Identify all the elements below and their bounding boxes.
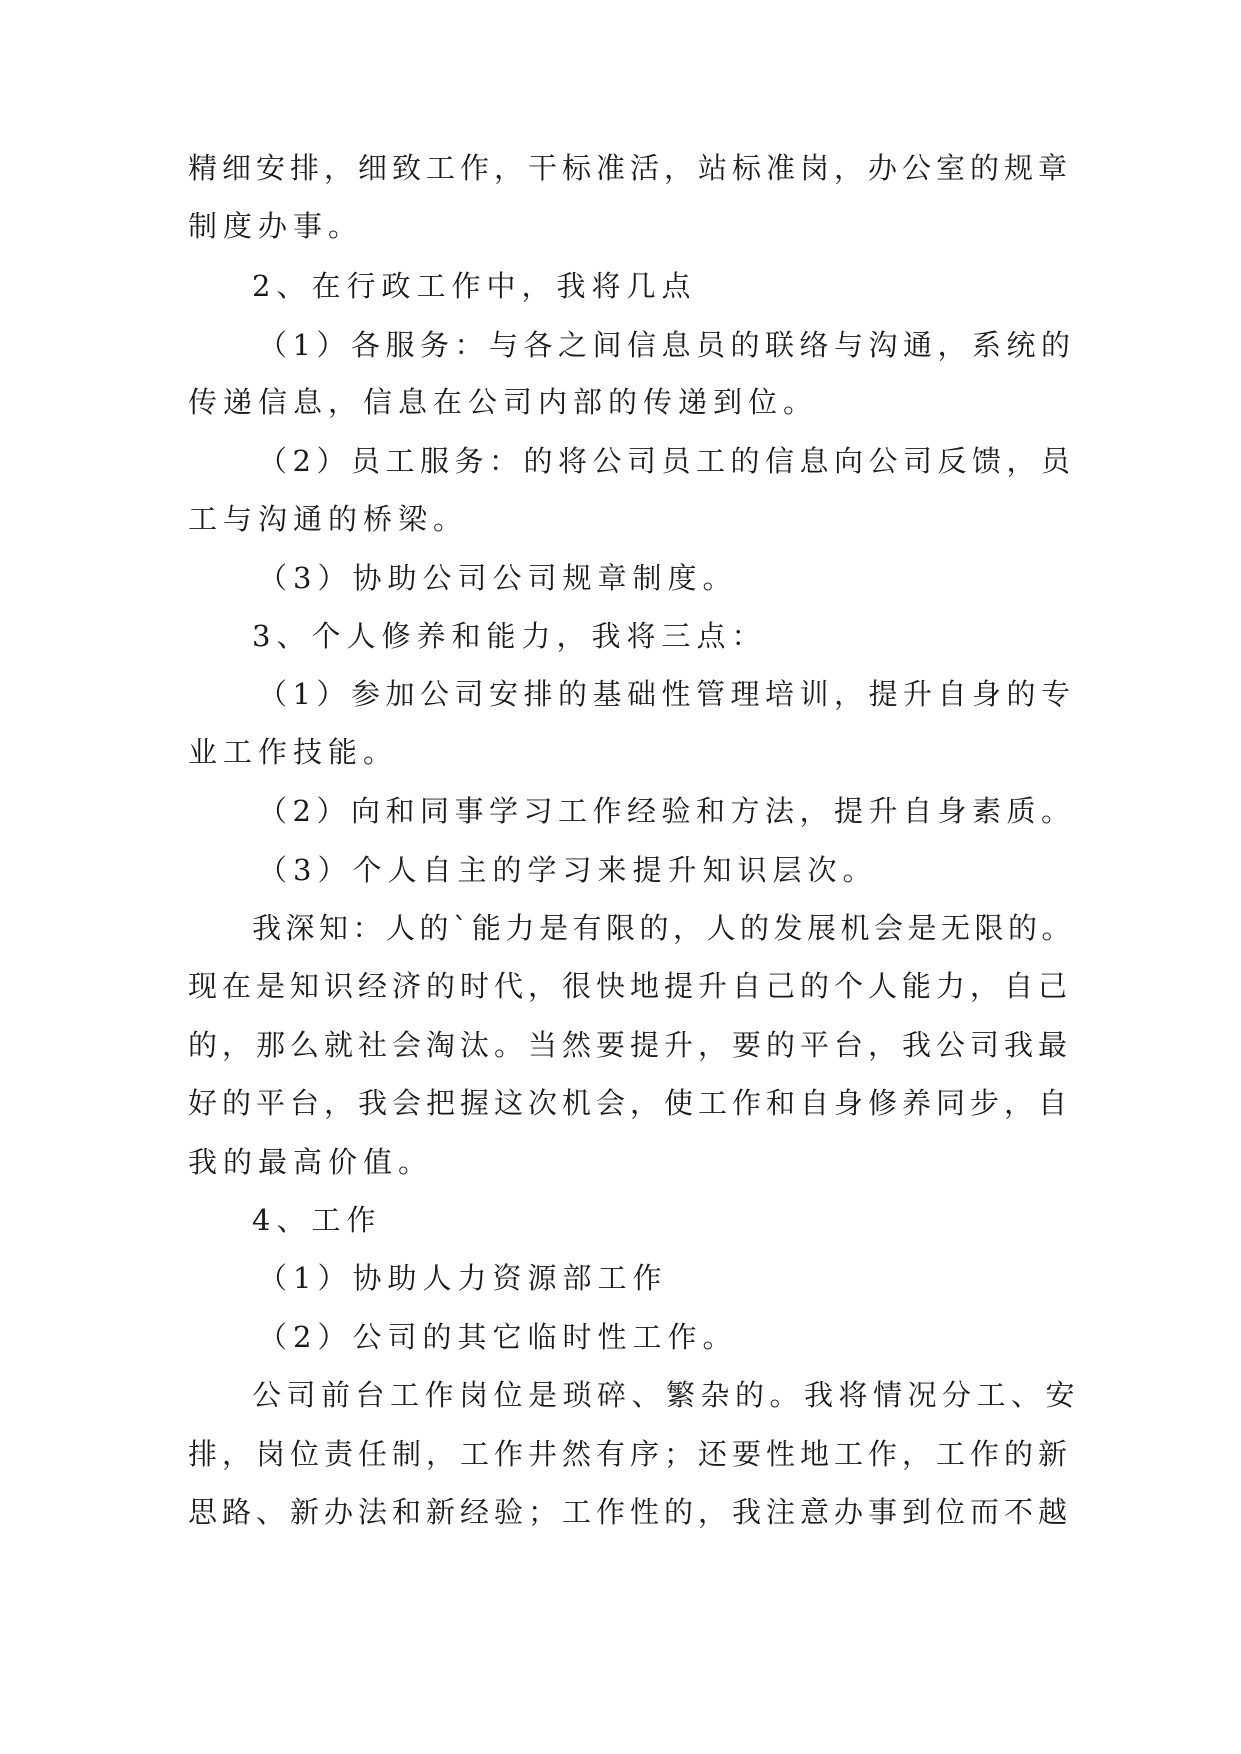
text-line: （1）各服务：与各之间信息员的联络与沟通，系统的 <box>258 328 1076 362</box>
text-line: 好的平台，我会把握这次机会，使工作和自身修养同步，自 <box>188 1086 1073 1120</box>
text-line: 思路、新办法和新经验；工作性的，我注意办事到位而不越 <box>188 1495 1073 1529</box>
text-line: 传递信息，信息在公司内部的传递到位。 <box>188 385 819 419</box>
text-line: （1）协助人力资源部工作 <box>258 1261 668 1295</box>
text-line: 精细安排，细致工作，干标准活，站标准岗，办公室的规章 <box>188 151 1073 185</box>
text-line: （3）协助公司公司规章制度。 <box>258 561 738 595</box>
text-line: 我的最高价值。 <box>188 1145 434 1179</box>
text-line: 业工作技能。 <box>188 735 399 769</box>
text-line: （2）向和同事学习工作经验和方法，提升自身素质。 <box>258 794 1076 828</box>
text-line: 2、在行政工作中，我将几点 <box>252 269 697 303</box>
text-line: 排，岗位责任制，工作井然有序；还要性地工作，工作的新 <box>188 1437 1073 1471</box>
text-line: 的，那么就社会淘汰。当然要提升，要的平台，我公司我最 <box>188 1028 1073 1062</box>
text-line: （2）公司的其它临时性工作。 <box>258 1320 738 1354</box>
text-line: 公司前台工作岗位是琐碎、繁杂的。我将情况分工、安 <box>252 1378 1081 1412</box>
text-line: 现在是知识经济的时代，很快地提升自己的个人能力，自己 <box>188 969 1073 1003</box>
text-line: （1）参加公司安排的基础性管理培训，提升自身的专 <box>258 677 1076 711</box>
text-line: （2）员工服务：的将公司员工的信息向公司反馈，员 <box>258 444 1076 478</box>
text-line: 制度办事。 <box>188 209 364 243</box>
text-line: 3、个人修养和能力，我将三点： <box>252 619 767 653</box>
text-line: 工与沟通的桥梁。 <box>188 502 469 536</box>
text-line: 我深知：人的`能力是有限的，人的发展机会是无限的。 <box>252 911 1076 945</box>
text-line: 4、工作 <box>252 1203 382 1237</box>
text-line: （3）个人自主的学习来提升知识层次。 <box>258 853 878 887</box>
